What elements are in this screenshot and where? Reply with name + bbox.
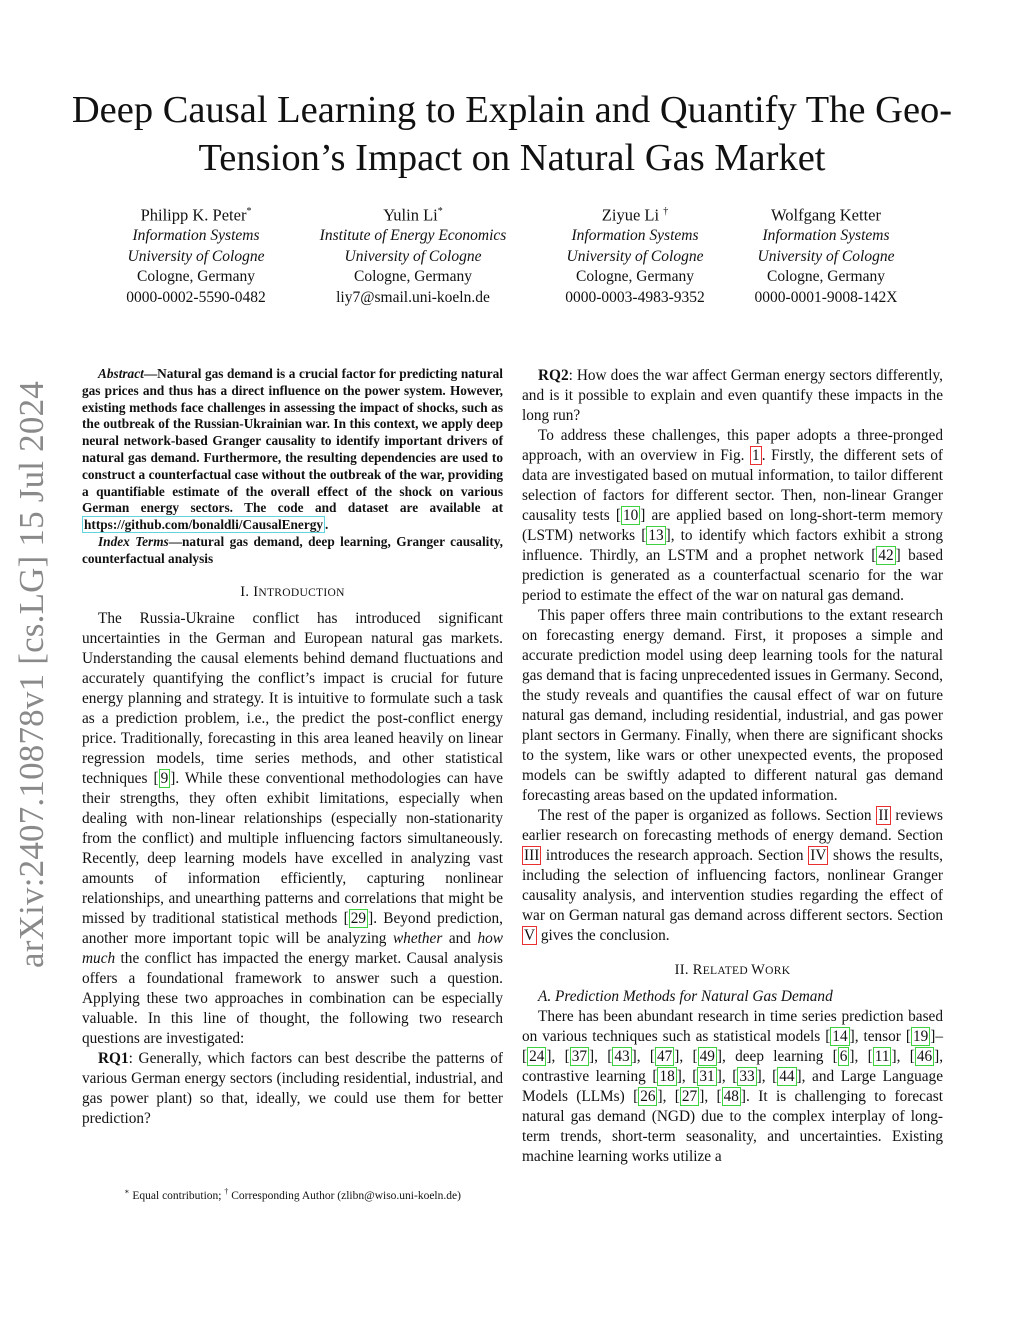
author-contact: 0000-0001-9008-142X: [754, 288, 898, 306]
section-heading-introduction: I. INTRODUCTION: [240, 583, 345, 600]
author-place: Cologne, Germany: [576, 268, 694, 286]
citation-link[interactable]: 37: [571, 1048, 588, 1065]
author-inst: University of Cologne: [566, 247, 704, 265]
citation-link[interactable]: 31: [699, 1068, 715, 1085]
figure-link[interactable]: 1: [752, 447, 760, 464]
left-column: [82, 366, 503, 1129]
citation-link[interactable]: 47: [656, 1048, 673, 1065]
section-link[interactable]: II: [878, 807, 889, 824]
citation-link[interactable]: 26: [640, 1088, 656, 1105]
author-place: Cologne, Germany: [767, 268, 885, 286]
section-link[interactable]: IV: [810, 847, 827, 864]
author-contact: liy7@smail.uni-koeln.de: [336, 288, 490, 306]
author-inst: University of Cologne: [344, 247, 482, 265]
paper-title: Deep Causal Learning to Explain and Quantify The Geo-Tension’s Impact on Natural Gas Market: [71, 89, 953, 179]
citation-link[interactable]: 9: [160, 769, 169, 787]
author-contact: 0000-0003-4983-9352: [565, 288, 705, 306]
section-link[interactable]: III: [524, 847, 540, 864]
citation-link[interactable]: 33: [739, 1068, 755, 1085]
intro-paragraph: The Russia-Ukraine conflict has introduced significant uncertainties in the German and European natural gas markets. Understanding the causal elements behind demand fluctuations and accurately quantifying the conflict’s impact is crucial for future energy planning and strategy. It is intuitive to formulate such a task as a prediction problem, i.e., the predict the post-conflict energy price. Traditionally, forecasting in this area leaned heavily on linear regression models, time series methods, and other statistical techniques [ 9 ]. While these conventional methodologies can have their strengths, they often exhibit limitations, especially when dealing with non-linear relationships (especially non-stationarity from the conflict) and multiple influencing factors simultaneously. Recently, deep learning models have excelled in analyzing vast amounts of information efficiently, capturing nonlinear relationships, and unearthing patterns and correlations that might be missed by traditional statistical methods [ 29 ]. Beyond prediction, another more important topic will be analyzing whether and how much the conflict has impacted the energy market. Causal analysis offers a foundational framework to answer such a question. Applying these two approaches in combination can be especially valuable. In this line of thought, the following two research questions are investigated:: [82, 609, 504, 1047]
right-column: [522, 366, 943, 1167]
author-card: [711, 202, 941, 308]
citation-link[interactable]: 27: [681, 1088, 698, 1105]
author-dept: Institute of Energy Economics: [319, 227, 507, 245]
author-name: Wolfgang Ketter: [770, 205, 881, 225]
author-card: [81, 202, 311, 308]
footnote: ∗ Equal contribution; † Corresponding Author (zlibn@wiso.uni-koeln.de): [124, 1187, 461, 1202]
citation-link[interactable]: 13: [648, 527, 664, 544]
author-name: Yulin Li*: [383, 205, 443, 225]
index-terms: Index Terms—natural gas demand, deep learning, Granger causality, counterfactual analysis: [82, 533, 504, 566]
author-inst: University of Cologne: [127, 247, 265, 265]
citation-link[interactable]: 42: [878, 547, 894, 564]
subsection-heading: A. Prediction Methods for Natural Gas Demand: [538, 988, 833, 1005]
author-name: Ziyue Li †: [601, 205, 669, 225]
author-name: Philipp K. Peter*: [140, 205, 252, 225]
citation-link[interactable]: 44: [779, 1068, 795, 1085]
citation-link[interactable]: 24: [529, 1048, 545, 1065]
approach-paragraph: To address these challenges, this paper adopts a three-pronged approach, with an overview in Fig. 1 . Firstly, the different sets of data are investigated based on mutual information, to tailor different selection of factors for different sector. Then, non-linear Granger causality tests [ 10 ] are applied based on long-short-term memory (LSTM) networks [ 13 ], to identify which factors exhibit a strong influence. Thirdly, an LSTM and a prophet network [ 42 ] based prediction is generated as a counterfactual scenario for the war period to estimate the effect of the war on natural gas demand.: [522, 427, 944, 604]
citation-link[interactable]: 29: [350, 909, 367, 927]
rq2-paragraph: RQ2: How does the war affect German energy sectors differently, and is it possible to explain and even quantify these impacts in the long run?: [522, 367, 943, 424]
section-heading-related-work: II. RELATED WORK: [674, 962, 791, 978]
rq1-paragraph: RQ1: Generally, which factors can best describe the patterns of various German energy sectors (including residential, industrial, and gas power plant) so that, ideally, we could use them for better prediction?: [82, 1049, 503, 1127]
organization-paragraph: The rest of the paper is organized as follows. Section II reviews earlier research on forecasting methods of energy demand. Section III introduces the research approach. Section IV shows the results, including the selection of influencing factors, nonlinear Granger causality analysis, and intervention studies regarding the effect of war on German natural gas demand across different sectors. Section V gives the conclusion.: [522, 807, 943, 944]
citation-link[interactable]: 6: [839, 1048, 848, 1065]
arxiv-stamp: arXiv:2407.10878v1 [cs.LG] 15 Jul 2024: [12, 381, 51, 968]
citation-link[interactable]: 19: [912, 1028, 929, 1045]
section-link[interactable]: V: [524, 927, 536, 944]
citation-link[interactable]: 14: [832, 1028, 848, 1045]
code-link[interactable]: https://github.com/bonaldli/CausalEnergy: [84, 517, 324, 533]
author-place: Cologne, Germany: [354, 268, 472, 286]
citation-link[interactable]: 11: [874, 1048, 890, 1065]
author-place: Cologne, Germany: [137, 268, 255, 286]
citation-link[interactable]: 48: [723, 1088, 739, 1105]
citation-link[interactable]: 43: [614, 1048, 630, 1065]
author-dept: Information Systems: [571, 227, 699, 245]
author-contact: 0000-0002-5590-0482: [126, 288, 266, 306]
author-dept: Information Systems: [762, 227, 890, 245]
contributions-paragraph: This paper offers three main contributions to the extant research on forecasting energy demand. First, it proposes a simple and accurate prediction model using deep learning tools for the natural gas demand that is facing unprecedented issues in Germany. Second, the study reveals and quantifies the causal effect of war on future natural gas demand, including residential, industrial, and gas power plant sectors in Germany. Finally, when there are significant shocks to the system, like wars or other unexpected events, the proposed models can be swiftly adapted to different natural gas demand forecasting areas based on the updated information.: [522, 607, 943, 804]
citation-link[interactable]: 49: [699, 1048, 715, 1065]
citation-link[interactable]: 46: [916, 1048, 933, 1065]
citation-link[interactable]: 18: [659, 1068, 675, 1085]
author-dept: Information Systems: [132, 227, 260, 245]
author-card: [298, 202, 528, 308]
related-work-paragraph: There has been abundant research in time series prediction based on various techniques such as statistical models [ 14 ], tensor [ 19 ]–[ 24 ], [ 37 ], [ 43 ], [ 47 ], [ 49 ], deep learning [ 6 ], [ 11 ], [ 46 ], contrastive learning [ 18 ], [ 31 ], [ 33 ], [ 44 ], and Large Language Models (LLMs) [ 26 ], [ 27 ], [ 48 ]. It is challenging to forecast natural gas demand (NGD) due to the complex interplay of long-term trends, short-term seasonality, and uncertainties. Existing machine learning works utilize a: [522, 1008, 944, 1165]
citation-link[interactable]: 10: [622, 507, 639, 524]
abstract: Abstract—Natural gas demand is a crucial factor for predicting natural gas prices and thus has a direct influence on the power system. However, existing methods face challenges in assessing the impact of shocks, such as the outbreak of the Russian-Ukrainian war. In this context, we apply deep neural network-based Granger causality to identify important drivers of natural gas demand. Furthermore, the resulting dependencies are used to construct a counterfactual case without the outbreak of the war, providing a quantifiable estimate of the overall effect of the shock on various German energy sectors. The code and dataset are available at https://github.com/bonaldli/CausalEnergy .: [82, 366, 503, 533]
author-inst: University of Cologne: [757, 247, 895, 265]
